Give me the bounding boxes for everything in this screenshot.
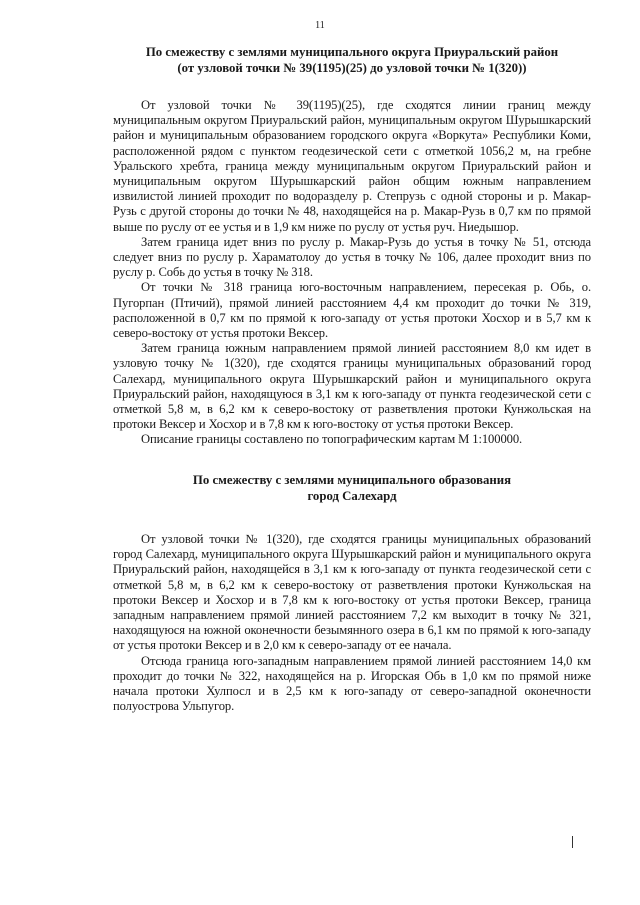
heading-line: По смежеству с землями муниципального округа Приуральский район: [145, 45, 559, 59]
section-2-heading: [113, 472, 591, 504]
page-number: 11: [315, 20, 325, 31]
paragraph: От узловой точки № 1(320), где сходятся границы муниципальных образований город Салехард, муниципального округа Шурышкарский район и муниципального округа Приуральский район, находящейся в 3,1 км к юго-западу от пункта геодезической сети с отметкой 5,8 м, в 6,2 км к северо-востоку от разветвления протоки Кунжольская на протоки Вексер и Хосхор и в 7,8 км к юго-востоку от устья протоки Вексер, граница западным направлением прямой линией расстоянием 7,2 км выходит в точку № 321, находящуюся на южной оконечности безымянного озера в 6,1 км по прямой к юго-западу от устья протоки Вексер и в 2,0 км к северо-западу от ее начала.: [113, 532, 591, 653]
heading-line: По смежеству с землями муниципального образования: [192, 473, 512, 487]
paragraph: Затем граница идет вниз по руслу р. Макар-Рузь до устья в точку № 51, отсюда следует вниз по руслу р. Хараматолоу до устья в точку № 106, далее проходит вниз по руслу р. Собь до устья в точку № 318.: [113, 234, 591, 280]
paragraph: От узловой точки № 39(1195)(25), где сходятся линии границ между муниципальным округом Приуральский район, муниципальным округом Шурышкарский район и муниципальным образованием городского округа «Воркута» Республики Коми, расположенной рядом с пунктом геодезической сети с отметкой 1056,2 м, на гребне Уральского хребта, граница между муниципальным округом Приуральский район и муниципальным округом Шурышкарский район общим южным направлением извилистой линией проходит по водоразделу р. Степрузь с одной стороны и р. Макар-Рузь с другой стороны до точки № 48, находящейся на р. Макар-Рузь в 0,7 км по прямой выше по руслу от ее устья и в 1,9 км ниже по руслу от устья руч. Ниедышор.: [113, 98, 591, 234]
paragraph: Затем граница южным направлением прямой линией расстоянием 8,0 км идет в узловую точку № 1(320), где сходятся границы муниципальных образований город Салехард, муниципального округа Шурышкарский район и муниципального округа Приуральский район, находящуюся в 3,1 км к юго-западу от пункта геодезической сети с отметкой 5,8 м, в 6,2 км к северо-востоку от разветвления протоки Кунжольская на протоки Вексер и Хосхор и в 7,8 км к юго-востоку от устья протоки Вексер.: [113, 341, 591, 432]
paragraph: От точки № 318 граница юго-восточным направлением, пересекая р. Обь, о. Пугорпан (Птичий), прямой линией расстоянием 4,4 км проходит до точки № 319, расположенной в 0,7 км по прямой к юго-западу от устья протоки Хосхор и в 5,7 км к северо-востоку от устья протоки Вексер.: [113, 280, 591, 341]
paragraph: Отсюда граница юго-западным направлением прямой линией расстоянием 14,0 км проходит до точки № 322, находящейся на р. Игорская Обь в 1,0 км по прямой ниже начала протоки Хулпосл и в 2,5 км к юго-западу от северо-западной оконечности полуострова Ульпугор.: [113, 653, 591, 714]
section-1: [113, 44, 591, 448]
section-2: [113, 472, 591, 714]
paragraph: Описание границы составлено по топографическим картам М 1:100000.: [141, 432, 523, 447]
section-1-heading: [113, 44, 591, 76]
margin-mark: [572, 836, 573, 848]
heading-line: город Салехард: [307, 489, 397, 503]
heading-line: (от узловой точки № 39(1195)(25) до узловой точки № 1(320)): [177, 61, 527, 75]
